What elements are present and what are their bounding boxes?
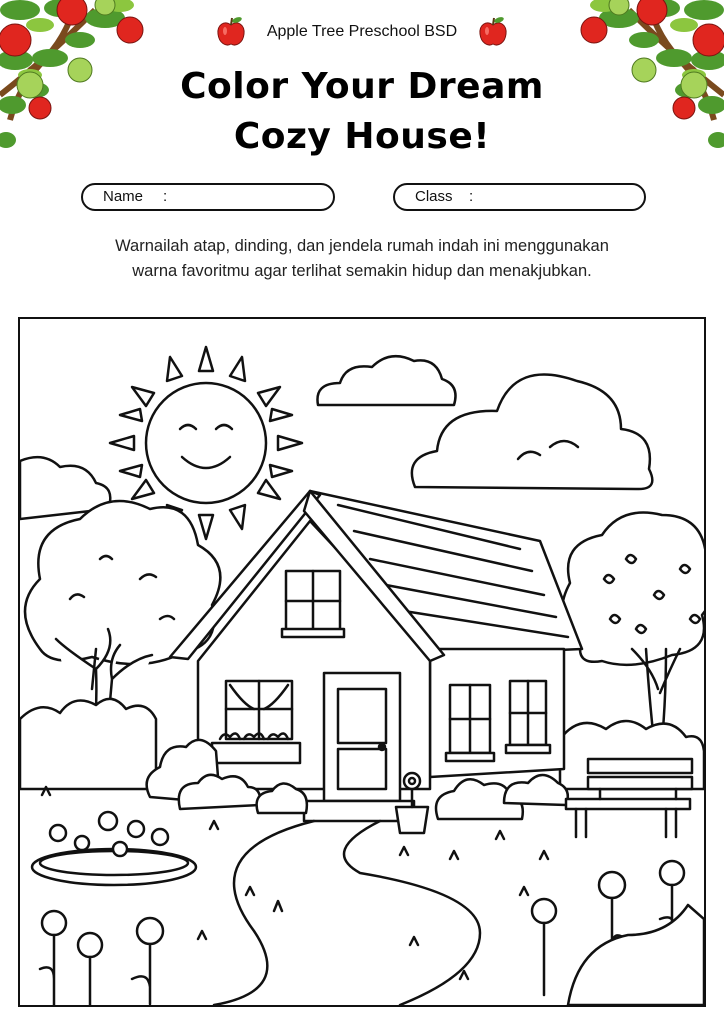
bushes bbox=[20, 699, 156, 789]
apple-icon bbox=[478, 16, 508, 48]
name-colon: : bbox=[163, 188, 168, 205]
name-field[interactable] bbox=[81, 183, 335, 211]
instruction-line-2: warna favoritmu agar terlihat semakin hidup dan menakjubkan. bbox=[132, 262, 592, 280]
house bbox=[170, 491, 582, 821]
school-name: Apple Tree Preschool BSD bbox=[266, 23, 458, 40]
coloring-area[interactable] bbox=[18, 317, 706, 1007]
cloud bbox=[317, 356, 455, 405]
instruction-line-1: Warnailah atap, dinding, dan jendela rumah indah ini menggunakan bbox=[115, 237, 609, 255]
flower-bed bbox=[32, 812, 196, 885]
instructions bbox=[40, 234, 684, 284]
page-title bbox=[0, 62, 724, 162]
apple-icon bbox=[216, 16, 246, 48]
class-label: Class bbox=[415, 188, 453, 205]
class-colon: : bbox=[469, 188, 474, 205]
garden-path bbox=[214, 821, 480, 1005]
bushes bbox=[504, 775, 568, 805]
school-header bbox=[0, 16, 724, 48]
title-line-1: Color Your Dream bbox=[180, 66, 544, 107]
class-field[interactable] bbox=[393, 183, 646, 211]
coloring-illustration bbox=[20, 319, 704, 1005]
name-label: Name bbox=[103, 188, 144, 205]
title-line-2: Cozy House! bbox=[233, 116, 491, 157]
